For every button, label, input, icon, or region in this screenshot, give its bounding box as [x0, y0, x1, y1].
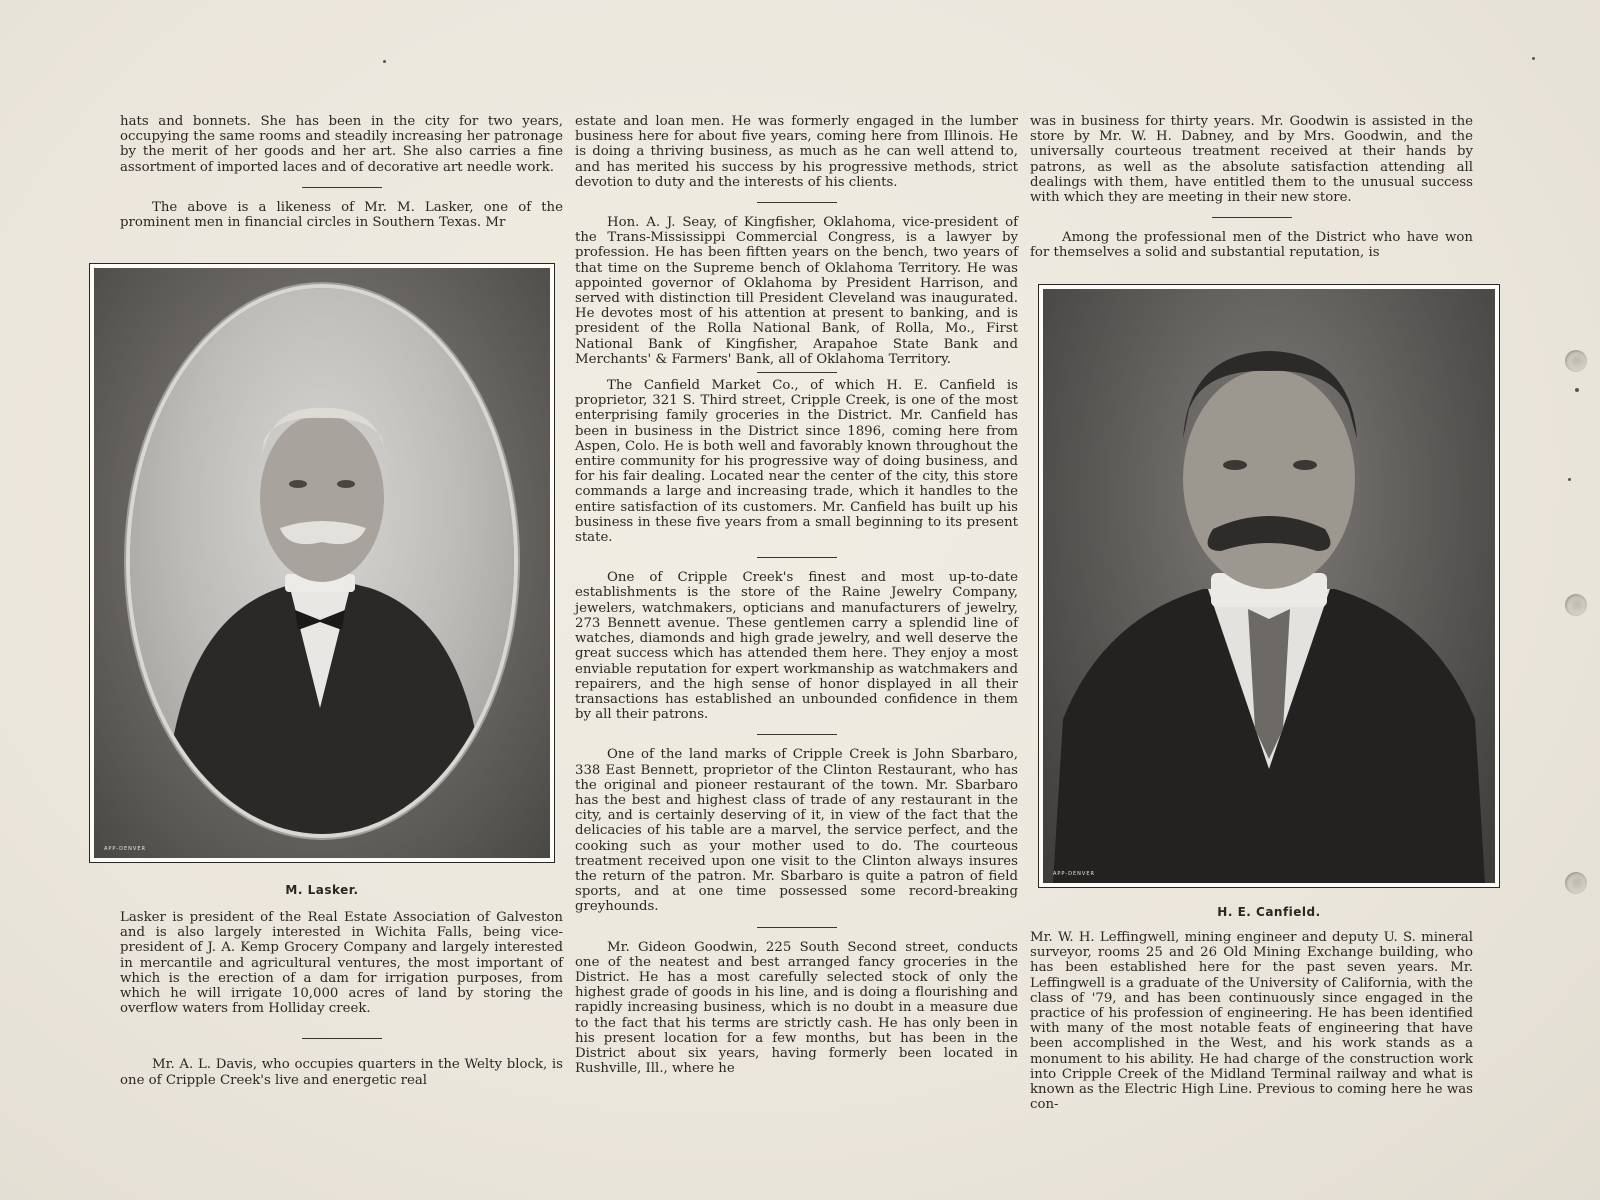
column-3-lower	[1030, 930, 1473, 1112]
portrait-canfield-frame	[1038, 284, 1500, 888]
section-rule	[757, 202, 837, 203]
caption-lasker: M. Lasker.	[285, 883, 359, 897]
canfield-figure	[1043, 289, 1495, 883]
section-rule	[302, 1038, 382, 1039]
paragraph-canfield-market: The Canfield Market Co., of which H. E. Canfield is proprietor, 321 S. Third street, Cripple Creek, is one of the most enterprising family groceries in the District. Mr. Canfield has been in business in the District since 1896, coming here from Aspen, Colo. He is both well and favorably known throughout the entire community for his progressive way of doing business, and for his fair dealing. Located near the center of the city, this store commands a large and increasing trade, which it handles to the entire satisfaction of its customers. Mr. Canfield has built up his business in these five years from a small beginning to its present state.	[575, 378, 1018, 546]
paragraph-millinery: hats and bonnets. She has been in the city for two years, occupying the same rooms and steadily increasing her patronage by the merit of her goods and her art. She also carries a fine assortment of imported laces and of decorative art needle work.	[120, 114, 563, 175]
column-1-lower	[120, 910, 563, 1088]
paper-speck	[1532, 57, 1535, 60]
photo-credit: APP-DENVER	[104, 846, 146, 852]
lasker-figure	[130, 288, 514, 834]
section-rule	[1212, 217, 1292, 218]
binder-hole	[1565, 872, 1587, 894]
paragraph-professional-intro: Among the professional men of the District who have won for themselves a solid and substantial reputation, is	[1030, 230, 1473, 261]
column-3	[1030, 114, 1473, 261]
binder-hole	[1565, 594, 1587, 616]
section-rule	[302, 187, 382, 188]
portrait-canfield	[1043, 289, 1495, 883]
column-1	[120, 114, 563, 230]
section-rule	[757, 734, 837, 735]
paragraph-leffingwell: Mr. W. H. Leffingwell, mining engineer and deputy U. S. mineral surveyor, rooms 25 and 26 Old Mining Exchange building, who has been established here for the past seven years. Mr. Leffingwell is a graduate of the University of California, with the class of '79, and has been continuously since engaged in the practice of his profession of engineering. He has been identified with many of the most notable feats of engineering that have been accomplished in the West, and his work stands as a monument to his ability. He had charge of the construction work into Cripple Creek of the Midland Terminal railway and what is known as the Electric High Line. Previous to coming here he was con-	[1030, 930, 1473, 1113]
paper-speck	[1575, 388, 1579, 392]
paragraph-goodwin: Mr. Gideon Goodwin, 225 South Second street, conducts one of the neatest and best arranged fancy groceries in the District. He has a most carefully selected stock of only the highest grade of goods in his line, and is doing a flourishing and rapidly increasing business, which is no doubt in a measure due to the fact that his terms are strictly cash. He has only been in his present location for a few months, but has been in the District about six years, having formerly been located in Rushville, Ill., where he	[575, 939, 1018, 1077]
portrait-lasker-frame	[89, 263, 555, 863]
paper-speck	[1568, 478, 1571, 481]
paper-speck	[383, 60, 386, 63]
section-rule	[757, 927, 837, 928]
binder-hole	[1565, 350, 1587, 372]
column-2	[575, 114, 1018, 1076]
paragraph-lasker-bio: Lasker is president of the Real Estate Association of Galveston and is also largely interested in Wichita Falls, being vice-president of J. A. Kemp Grocery Company and largely interested in mercantile and agricultural ventures, the most important of which is the erection of a dam for irrigation purposes, from which he will irrigate 10,000 acres of land by storing the overflow waters from Holliday creek.	[120, 910, 563, 1017]
section-rule	[757, 372, 837, 373]
oval-vignette	[130, 288, 514, 834]
paragraph-raine-jewelry: One of Cripple Creek's finest and most up-to-date establishments is the store of the Raine Jewelry Company, jewelers, watchmakers, opticians and manufacturers of jewelry, 273 Bennett avenue. These gentlemen carry a splendid line of watches, diamonds and high grade jewelry, and well deserve the great success which has attended them here. They enjoy a most enviable reputation for expert workmanship as watchmakers and repairers, and the high sense of honor displayed in all their transactions has established an unbounded confidence in them by all their patrons.	[575, 570, 1018, 723]
caption-canfield: H. E. Canfield.	[1217, 905, 1321, 919]
paragraph-sbarbaro: One of the land marks of Cripple Creek is John Sbarbaro, 338 East Bennett, proprietor of the Clinton Restaurant, who has the original and pioneer restaurant of the town. Mr. Sbarbaro has the best and highest class of trade of any restaurant in the city, and is certainly deserving of it, in view of the fact that the delicacies of his table are a marvel, the service perfect, and the cooking such as your mother used to do. The courteous treatment received upon one visit to the Clinton always insures the return of the patron. Mr. Sbarbaro is quite a patron of field sports, and at one time possessed some record-breaking greyhounds.	[575, 747, 1018, 915]
photo-credit: APP-DENVER	[1053, 871, 1095, 877]
paragraph-seay: Hon. A. J. Seay, of Kingfisher, Oklahoma, vice-president of the Trans-Mississippi Commercial Congress, is a lawyer by profession. He has been fiftten years on the bench, two years of that time on the Supreme bench of Oklahoma Territory. He was appointed governor of Oklahoma by President Harrison, and served with distinction till President Cleveland was inaugurated. He devotes most of his attention at present to banking, and is president of the Rolla National Bank, of Rolla, Mo., First National Bank of Kingfisher, Arapahoe State Bank and Merchants' & Farmers' Bank, all of Oklahoma Territory.	[575, 215, 1018, 367]
portrait-lasker	[94, 268, 550, 858]
paragraph-goodwin-cont: was in business for thirty years. Mr. Goodwin is assisted in the store by Mr. W. H. Dabney, and by Mrs. Goodwin, and the universally courteous treatment received at their hands by patrons, as well as the absolute satisfaction attending all dealings with them, have entitled them to the unusual success with which they are meeting in their new store.	[1030, 114, 1473, 206]
paragraph-lasker-intro: The above is a likeness of Mr. M. Lasker, one of the prominent men in financial circles in Southern Texas. Mr	[120, 199, 563, 231]
paragraph-davis-cont: estate and loan men. He was formerly engaged in the lumber business here for about five years, coming here from Illinois. He is doing a thriving business, as much as he can well attend to, and has merited his success by his progressive methods, strict devotion to duty and the interests of his clients.	[575, 114, 1018, 190]
paragraph-davis-intro: Mr. A. L. Davis, who occupies quarters in the Welty block, is one of Cripple Creek's live and energetic real	[120, 1057, 563, 1088]
section-rule	[757, 557, 837, 558]
